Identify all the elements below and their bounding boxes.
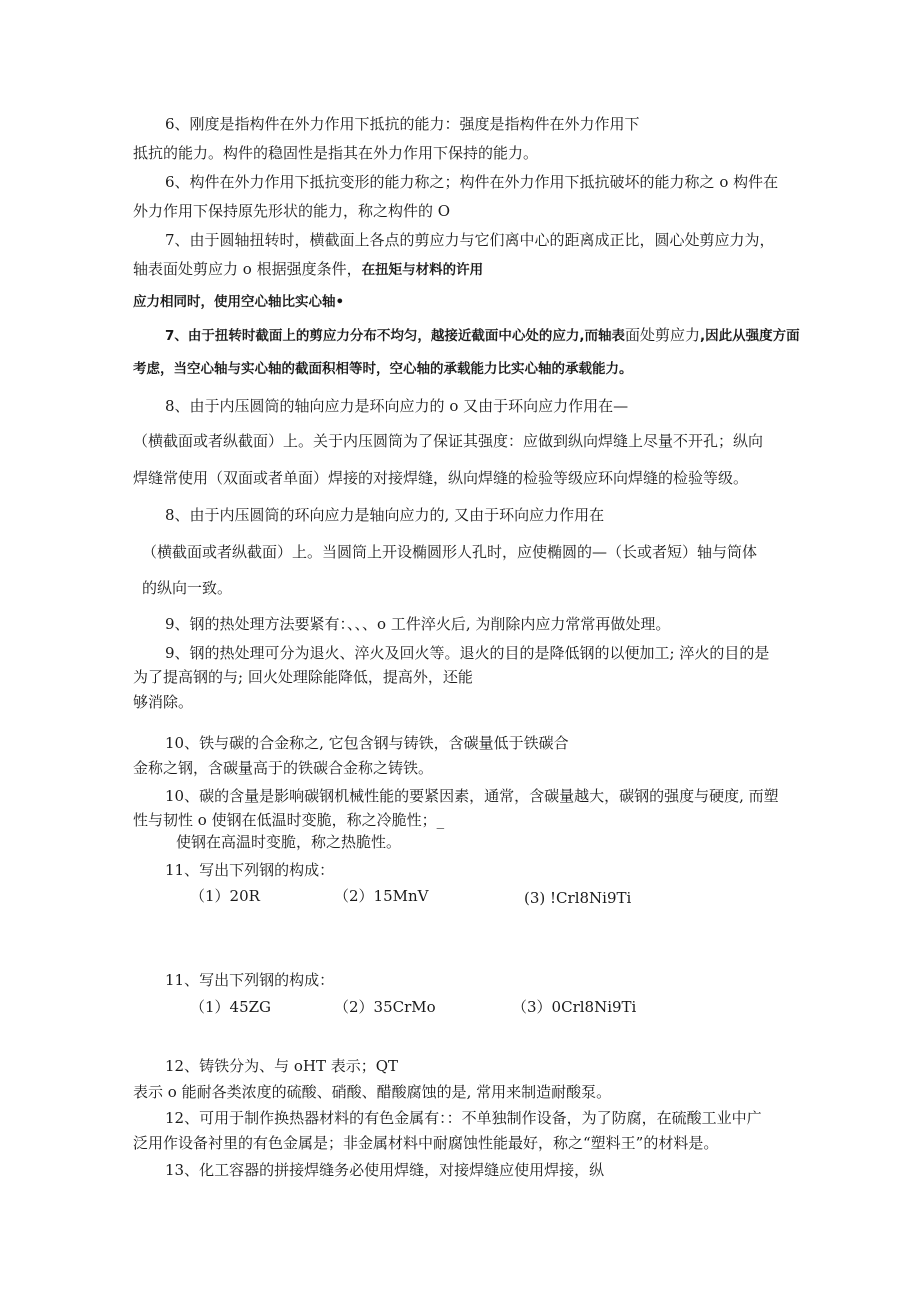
steel-code: （2）35CrMo xyxy=(334,998,436,1016)
text-line: 11、写出下列钢的构成： xyxy=(165,861,335,879)
text-line: （横截面或者纵截面）上。关于内压圆筒为了保证其强度：应做到纵向焊缝上尽量不开孔；纵向 xyxy=(133,432,764,450)
text-line: 9、钢的热处理方法要紧有：、、、o 工件淬火后, 为削除内应力常常再做处理。 xyxy=(165,615,671,633)
text-line xyxy=(133,259,483,280)
text-line: 13、化工容器的拼接焊缝务必使用焊缝，对接焊缝应使用焊接，纵 xyxy=(165,1161,605,1179)
text-line: 8、由于内压圆筒的环向应力是轴向应力的, 又由于环向应力作用在 xyxy=(165,506,605,524)
text-line: 够消除。 xyxy=(133,693,194,711)
text-line: 考虑，当空心轴与实心轴的截面积相等时，空心轴的承载能力比实心轴的承载能力。 xyxy=(133,361,633,377)
text-line: 焊缝常使用（双面或者单面）焊接的对接焊缝，纵向焊缝的检验等级应环向焊缝的检验等级。 xyxy=(133,469,749,487)
text-line: 的纵向一致。 xyxy=(142,579,233,597)
steel-code: （1）45ZG xyxy=(190,998,272,1016)
text-segment: 面处剪应力 xyxy=(625,326,701,344)
text-segment: ,因此从强度方面 xyxy=(700,328,800,344)
steel-code: (3) !Crl8Ni9Ti xyxy=(524,889,632,907)
text-segment: 7、由于扭转时截面上的剪应力分布不均匀，越接近截面中心处的应力,而轴表 xyxy=(165,328,626,344)
text-segment: 轴表面处剪应力 o 根据强度条件， xyxy=(133,260,362,278)
steel-code: （1）20R xyxy=(190,887,260,905)
text-segment: 在扭矩与材料的许用 xyxy=(361,262,484,278)
text-line: 10、铁与碳的合金称之, 它包含钢与铸铁，含碳量低于铁碳合 xyxy=(165,734,569,752)
text-line: 8、由于内压圆筒的轴向应力是环向应力的 o 又由于环向应力作用在— xyxy=(165,397,629,415)
text-line: 使钢在高温时变脆，称之热脆性。 xyxy=(176,833,402,851)
text-line: 12、铸铁分为、与 oHT 表示；QT xyxy=(165,1057,399,1075)
steel-code: （3）0Crl8Ni9Ti xyxy=(512,998,637,1016)
text-line: 10、碳的含量是影响碳钢机械性能的要紧因素，通常，含碳量越大，碳钢的强度与硬度, 而塑 xyxy=(165,787,779,805)
text-line: 为了提高钢的与; 回火处理除能降低，提高外，还能 xyxy=(133,668,473,686)
text-line: 7、由于圆轴扭转时，横截面上各点的剪应力与它们离中心的距离成正比，圆心处剪应力为， xyxy=(165,231,775,249)
text-line: 金称之钢，含碳量高于的铁碳合金称之铸铁。 xyxy=(133,759,434,777)
text-line: 抵抗的能力。构件的稳固性是指其在外力作用下保持的能力。 xyxy=(133,144,539,162)
text-line: 12、可用于制作换热器材料的有色金属有：：不单独制作设备，为了防腐，在硫酸工业中广 xyxy=(165,1109,762,1127)
text-line: 表示 o 能耐各类浓度的硫酸、硝酸、醋酸腐蚀的是, 常用来制造耐酸泵。 xyxy=(133,1083,612,1101)
text-line: 6、构件在外力作用下抵抗变形的能力称之；构件在外力作用下抵抗破坏的能力称之 o 构件在 xyxy=(165,173,779,191)
text-line: 9、钢的热处理可分为退火、淬火及回火等。退火的目的是降低钢的以便加工; 淬火的目的是 xyxy=(165,644,770,662)
text-line: 6、刚度是指构件在外力作用下抵抗的能力：强度是指构件在外力作用下 xyxy=(165,115,640,133)
text-line: 应力相同时，使用空心轴比实心轴• xyxy=(133,294,345,310)
text-line: （横截面或者纵截面）上。当圆筒上开设椭圆形人孔时，应使椭圆的—（长或者短）轴与筒体 xyxy=(142,543,758,561)
steel-code: （2）15MnV xyxy=(334,887,429,905)
text-line: 外力作用下保持原先形状的能力，称之构件的 O xyxy=(133,202,451,220)
text-line: 性与韧性 o 使钢在低温时变脆，称之冷脆性；_ xyxy=(133,811,445,829)
text-line: 泛用作设备衬里的有色金属是；非金属材料中耐腐蚀性能最好，称之“塑料王”的材料是。 xyxy=(133,1134,719,1152)
text-line xyxy=(165,325,800,346)
text-line: 11、写出下列钢的构成： xyxy=(165,971,335,989)
